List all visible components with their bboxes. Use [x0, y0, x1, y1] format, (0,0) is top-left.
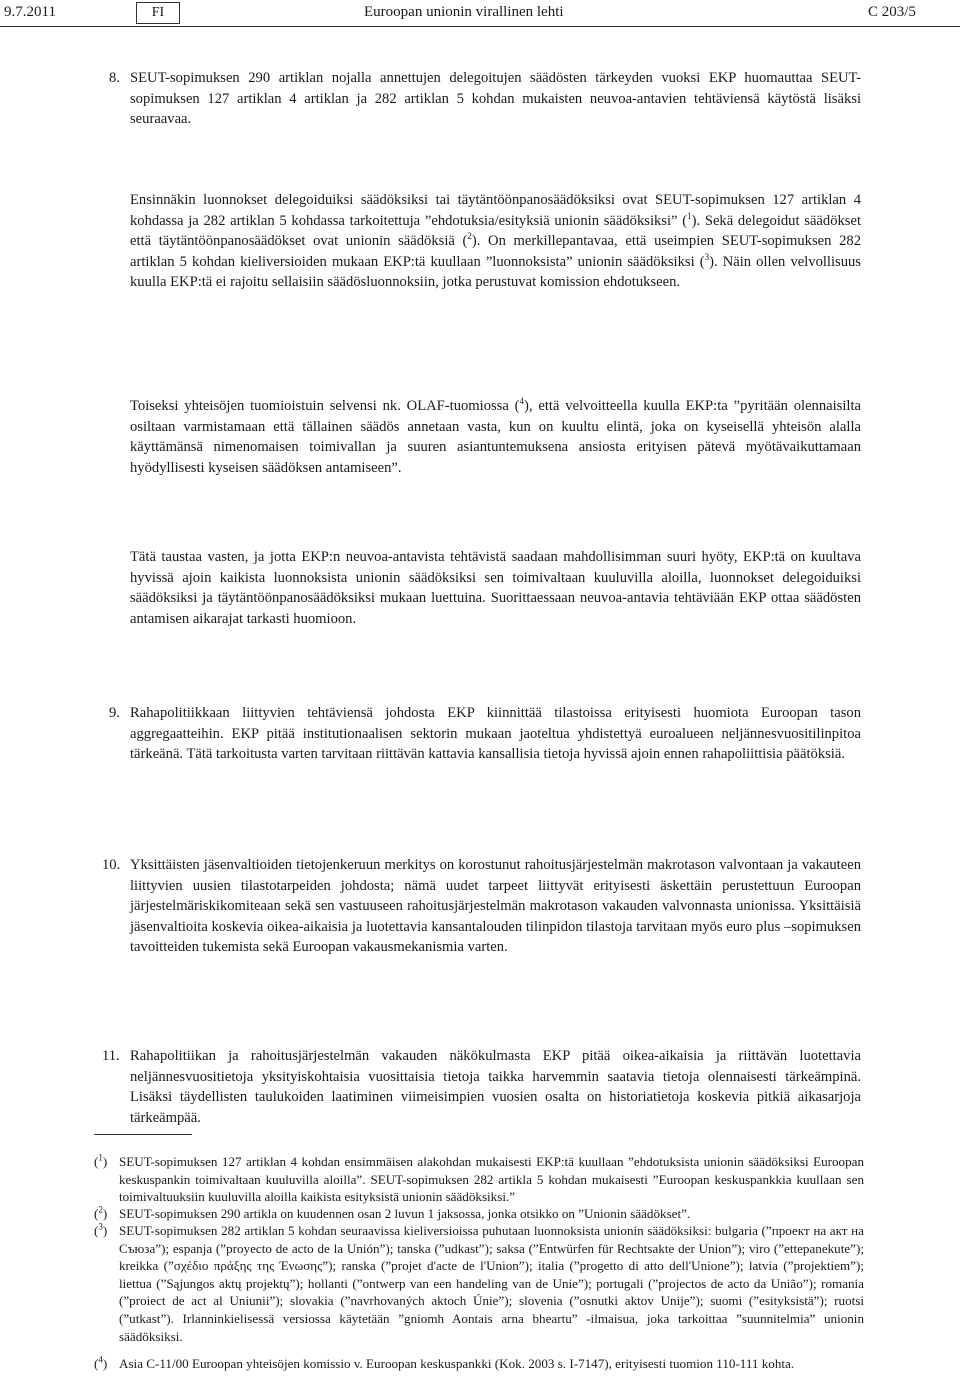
footnote-3-text: SEUT-sopimuksen 282 artiklan 5 kohdan seuraavissa kieliversioissa puhutaan luonnoksista unionin säädöksiksi: bulgaria (”проект на акт на Съюза”); espanja (”proyecto de acto de la Unión”); tanska (”udkast”); saksa (”Entwürfen für Rechtsakte der Union”); viro (”ettepanekute”); kreikka (”σχέδιο πράξης της Ένωσης”); ranska (”projet d'acte de l'Union”); italia (”progetto di atto dell'Unione”); latvia (”projektiem”); liettua (”Sąjungos aktų projektų”); hollanti (”ontwerp van een handeling van de Unie”); portugali (”projectos de acto da União”); romania (”proiect de act al Uniunii”); slovakia (”navrhovaných aktoch Únie”); slovenia (”osnutki aktov Unije”); suomi (”esityksistä”); ruotsi (”utkast”). Irlanninkielisessä versiossa käytetään ”gniomh Aontais arna bheartu” -ilmaisua, joka tarkoittaa ”suunnitelmia” unionin säädöksiksi. [119, 1223, 864, 1344]
item-number-9: 9. [109, 705, 120, 721]
footnote-ref-3[interactable]: 3 [704, 251, 710, 262]
footnote-mark-3: ($^3$) [94, 1221, 108, 1238]
footnote-mark-2: ($^2$) [94, 1204, 108, 1221]
footnote-1 [94, 1153, 864, 1206]
footnote-1-text: SEUT-sopimuksen 127 artiklan 4 kohdan ensimmäisen alakohdan mukaisesti EKP:tä kuullaan ”ehdotuksista unionin säädöksiksi Euroopan keskuspankin toimivaltaan kuuluvilla aloilla”. SEUT-sopimuksen 282 artikla 5 kohdan mukaisesti ”Euroopan keskuspankkia kuullaan sen toimivaltuuksiin kuuluvilla aloilla kaikista esityksistä unionin säädöksiksi.” [119, 1154, 864, 1205]
footnote-3 [94, 1222, 864, 1345]
item-8-paragraph: SEUT-sopimuksen 290 artiklan nojalla annettujen delegoitujen säädösten tärkeyden vuoksi EKP huomauttaa SEUT-sopimuksen 127 artiklan 4 artiklan ja 282 artiklan 5 kohdan mukaisten neuvoa-antavien tehtäviensä käytöstä lisäksi seuraavaa. [130, 70, 861, 128]
footnote-ref-2[interactable]: 2 [467, 231, 472, 242]
footnote-mark-1: ($^1$) [94, 1152, 108, 1169]
footnote-2-text: SEUT-sopimuksen 290 artikla on kuudennen osan 2 luvun 1 jaksossa, jonka otsikko on ”Unionin säädökset”. [119, 1206, 691, 1221]
item-9-paragraph: Rahapolitiikkaan liittyvien tehtäviensä johdosta EKP kiinnittää tilastoissa erityisesti huomiota Euroopan tason aggregaatteihin. EKP pitää institutionaalisen sektorin mukaan jaoteltua yhdistettyä euroalueen neljännesvuositilinpitoa tärkeänä. Tätä tarkoitusta varten tarvitaan riittävän kattavia kansallisia tietoja hyvissä ajoin ennen rahapoliittisia päätöksiä. [130, 705, 861, 763]
page-header [0, 0, 960, 28]
footnote-4 [94, 1355, 864, 1373]
item-number-11: 11. [102, 1048, 120, 1064]
item-8-first-point: Ensinnäkin luonnokset delegoiduiksi säädöksiksi tai täytäntöönpanosäädöksiksi ovat SEUT-sopimuksen 127 artiklan 4 kohdassa ja 282 artiklan 5 kohdassa tarkoitettuja ”ehdotuksia/esityksiä unionin säädöksiksi” ($^1$). Sekä delegoidut säädökset että täytäntöönpanosäädökset ovat unionin säädöksiä ($^2$). On merkillepantavaa, että useimpien SEUT-sopimuksen 282 artiklan 5 kohdan kieliversioiden mukaan EKP:tä kuullaan ”luonnoksista” unionin säädöksiksi ($^3$). Näin ollen velvollisuus kuulla EKP:tä ei rajoitu sellaisiin säädösluonnoksiin, jotka perustuvat komission ehdotukseen. [130, 192, 861, 291]
item-8-second-point: Toiseksi yhteisöjen tuomioistuin selvensi nk. OLAF-tuomiossa ($^4$), että velvoitteella kuulla EKP:ta ”pyritään olennaisilta osiltaan varmistamaan että tällainen säädös annetaan vasta, kun on kuultu elintä, joka on kyseisellä yhteisön alalla käyttämänsä nimenomaisen toimivallan ja suuren asiantuntemuksena ansiosta erityisen pätevä myötävaikuttamaan hyödyllisesti kyseisen säädöksen antamiseen”. [130, 396, 862, 476]
language-code-box: FI [136, 2, 180, 24]
header-rule [0, 26, 960, 27]
footnote-ref-4[interactable]: 4 [519, 396, 525, 407]
journal-title: Euroopan unionin virallinen lehti [364, 4, 564, 20]
journal-reference: C 203/5 [868, 4, 916, 20]
item-8-third-point: Tätä taustaa vasten, ja jotta EKP:n neuvoa-antavista tehtävistä saadaan mahdollisimman suuri hyöty, EKP:tä on kuultava hyvissä ajoin kaikista luonnoksista unionin säädöksiksi sen toimivaltaan kuuluvilla aloilla, luonnokset delegoiduiksi säädöksiksi ja täytäntöönpanosäädöksiksi mukaan luettuina. Suorittaessaan neuvoa-antavia tehtäviään EKP ottaa säädösten antamisen aikarajat tarkasti huomioon. [130, 549, 861, 627]
item-number-8: 8. [109, 70, 120, 86]
publication-date: 9.7.2011 [4, 4, 56, 20]
item-10-paragraph: Yksittäisten jäsenvaltioiden tietojenkeruun merkitys on korostunut rahoitusjärjestelmän makrotason valvontaan ja vakauteen liittyvien uusien tilastotarpeiden johdosta; nämä uudet tarpeet liittyvät erityisesti äskettäin perustettuun Euroopan järjestelmäriskikomiteaan sekä sen vastuuseen rahoitusjärjestelmän makrotason vakauden valvonnasta unionissa. Yksittäisiä jäsenvaltioita koskevia oikea-aikaisia ja luotettavia kansantalouden tilinpidon tilastoja tarvitaan myös euro plus –sopimuksen tavoitteiden tukemista sekä Euroopan vakausmekanismia varten. [130, 857, 861, 956]
footnote-mark-4: ($^4$) [94, 1354, 108, 1371]
footnote-ref-1[interactable]: 1 [687, 210, 692, 221]
footnote-4-text: Asia C-11/00 Euroopan yhteisöjen komissio v. Euroopan keskuspankki (Kok. 2003 s. I-7147), erityisesti tuomion 110-111 kohta. [119, 1356, 795, 1371]
item-number-10: 10. [102, 857, 121, 873]
footnote-separator [94, 1134, 192, 1135]
footnote-2 [94, 1205, 864, 1223]
item-11-paragraph: Rahapolitiikan ja rahoitusjärjestelmän vakauden näkökulmasta EKP pitää oikea-aikaisia ja riittävän luotettavia neljännesvuositietoja yksityiskohtaisia vuosittaisia tietoja taikka harvemmin saatavia tietoja olennaisesti tärkeämpinä. Lisäksi täydellisten taulukoiden laatiminen viimeisimpien vuosien osalta on historiatietoja koskevia pitkiä aikasarjoja tärkeämpää. [130, 1048, 861, 1126]
